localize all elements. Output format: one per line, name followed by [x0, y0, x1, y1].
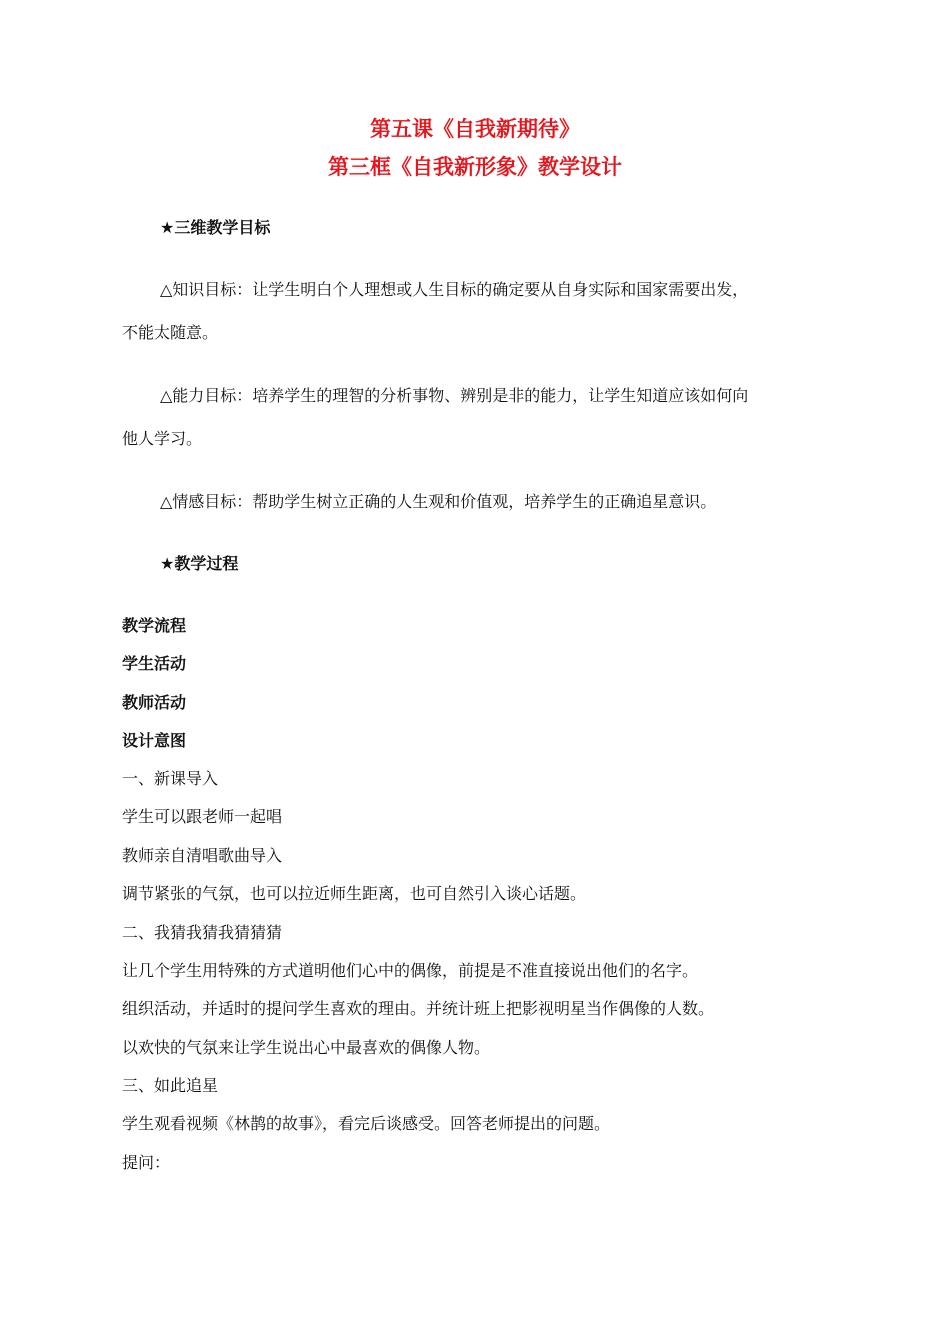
body-line: 组织活动，并适时的提问学生喜欢的理由。并统计班上把影视明星当作偶像的人数。 [122, 999, 715, 1018]
section-heading-goals: ★三维教学目标 [160, 218, 271, 237]
body-line: 学生观看视频《林鹊的故事》，看完后谈感受。回答老师提出的问题。 [122, 1114, 611, 1133]
body-line: 二、我猜我猜我猜猜猜 [122, 923, 283, 942]
knowledge-goal-line-1: △知识目标：让学生明白个人理想或人生目标的确定要从自身实际和国家需要出发， [160, 280, 749, 299]
document-title: 第五课《自我新期待》 [370, 117, 580, 141]
body-line: 提问： [122, 1153, 171, 1172]
table-header-flow: 教学流程 [122, 616, 187, 635]
section-heading-process: ★教学过程 [160, 554, 239, 573]
ability-goal-line-1: △能力目标：培养学生的理智的分析事物、辨别是非的能力，让学生知道应该如何向 [160, 386, 749, 405]
body-line: 调节紧张的气氛，也可以拉近师生距离，也可自然引入谈心话题。 [122, 884, 587, 903]
ability-goal-line-2: 他人学习。 [122, 429, 203, 448]
emotion-goal: △情感目标：帮助学生树立正确的人生观和价值观，培养学生的正确追星意识。 [160, 492, 717, 511]
body-line: 以欢快的气氛来让学生说出心中最喜欢的偶像人物。 [122, 1038, 491, 1057]
table-header-student: 学生活动 [122, 654, 187, 673]
table-header-teacher: 教师活动 [122, 693, 187, 712]
body-line: 学生可以跟老师一起唱 [122, 807, 283, 826]
body-line: 一、新课导入 [122, 769, 219, 788]
table-header-intent: 设计意图 [122, 731, 187, 750]
body-line: 三、如此追星 [122, 1076, 219, 1095]
body-line: 教师亲自清唱歌曲导入 [122, 846, 283, 865]
document-subtitle: 第三框《自我新形象》教学设计 [328, 155, 622, 179]
body-line: 让几个学生用特殊的方式道明他们心中的偶像，前提是不准直接说出他们的名字。 [122, 961, 699, 980]
knowledge-goal-line-2: 不能太随意。 [122, 323, 219, 342]
